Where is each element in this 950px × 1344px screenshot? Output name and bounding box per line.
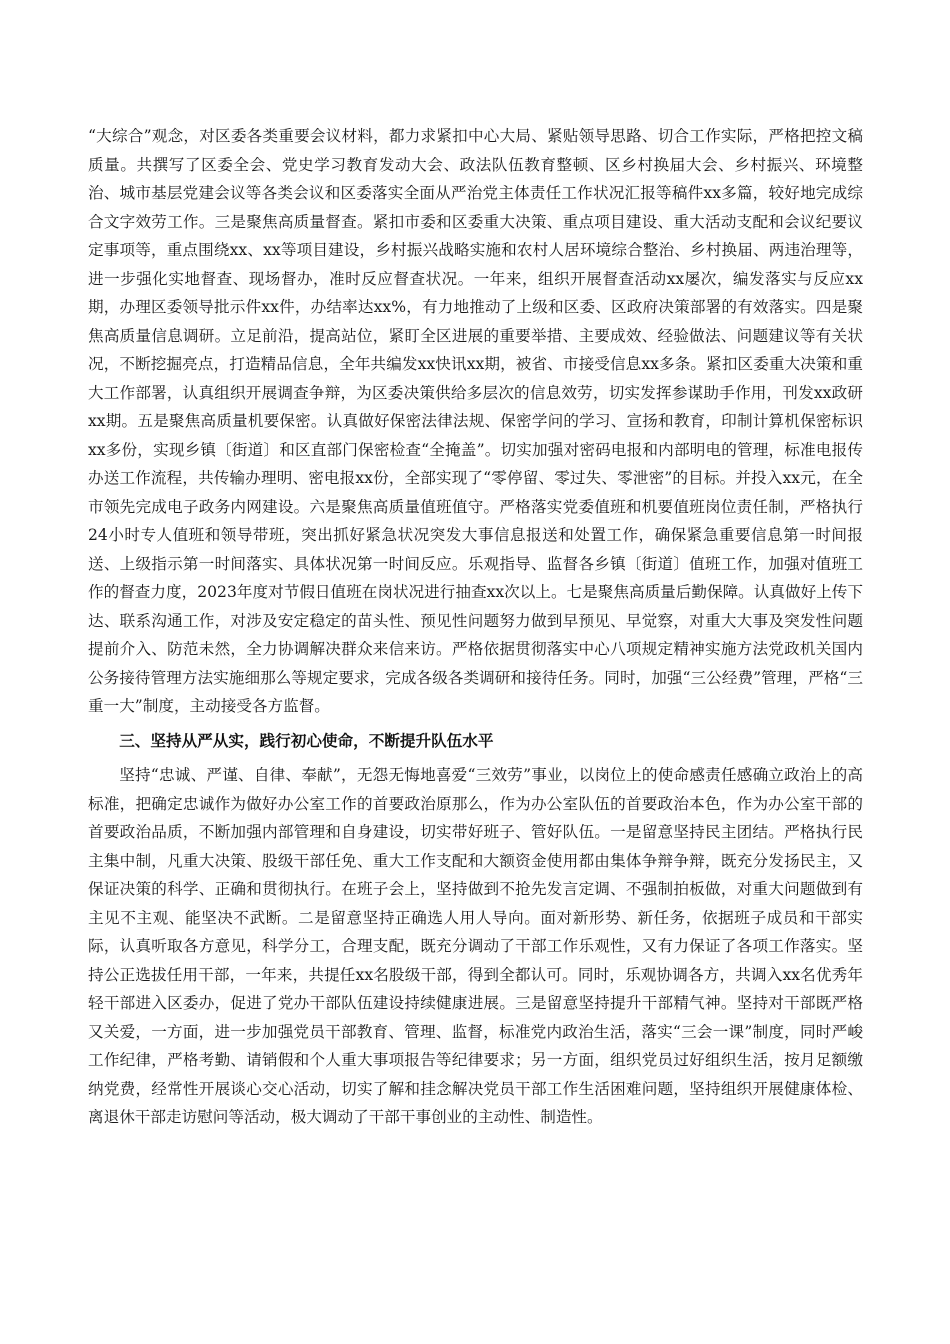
body-paragraph-section-3: 坚持“忠诚、严谨、自律、奉献”，无怨无悔地喜爱“三效劳”事业，以岗位上的使命感责任感确立政治上的高标准，把确定忠诚作为做好办公室工作的首要政治原那么，作为办公室队伍的首要政治本色，作为办公室干部的首要政治品质，不断加强内部管理和自身建设，切实带好班子、管好队伍。一是留意坚持民主团结。严格执行民主集中制，凡重大决策、股级干部任免、重大工作支配和大额资金使用都由集体争辩争辩，既充分发扬民主，又保证决策的科学、正确和贯彻执行。在班子会上，坚持做到不抢先发言定调、不强制拍板做，对重大问题做到有主见不主观、能坚决不武断。二是留意坚持正确选人用人导向。面对新形势、新任务，依据班子成员和干部实际，认真听取各方意见，科学分工，合理支配，既充分调动了干部工作乐观性，又有力保证了各项工作落实。坚持公正选拔任用干部，一年来，共提任xx名股级干部，得到全都认可。同时，乐观协调各方，共调入xx名优秀年轻干部进入区委办，促进了党办干部队伍建设持续健康进展。三是留意坚持提升干部精气神。坚持对干部既严格又关爱，一方面，进一步加强党员干部教育、管理、监督，标准党内政治生活，落实“三会一课”制度，同时严峻 工作纪律，严格考勤、请销假和个人重大事项报告等纪律要求；另一方面，组织党员过好组织生活，按月足额缴纳党费，经常性开展谈心交心活动，切实了解和挂念解决党员干部工作生活困难问题，坚持组织开展健康体检、离退休干部走访慰问等活动，极大调动了干部干事创业的主动性、制造性。	[88, 766, 863, 1126]
body-paragraph-continued: “大综合”观念，对区委各类重要会议材料，都力求紧扣中心大局、紧贴领导思路、切合工作实际，严格把控文稿质量。共撰写了区委全会、党史学习教育发动大会、政法队伍教育整顿、区乡村换届大会、乡村振兴、环境整治、城市基层党建会议等各类会议和区委落实全面从严治党主体责任工作状况汇报等稿件xx多篇，较好地完成综合文字效劳工作。三是聚焦高质量督查。紧扣市委和区委重大决策、重点项目建设、重大活动支配和会议纪要议定事项等，重点围绕xx、xx等项目建设，乡村振兴战略实施和农村人居环境综合整治、乡村换届、两违治理等，进一步强化实地督查、现场督办，准时反应督查状况。一年来，组织开展督查活动xx屡次，编发落实与反应xx期，办理区委领导批示件xx件，办结率达xx%，有力地推动了上级和区委、区政府决策部署的有效落实。四是聚焦高质量信息调研。立足前沿，提高站位，紧盯全区进展的重要举措、主要成效、经验做法、问题建议等有关状况，不断挖掘亮点，打造精品信息，全年共编发xx快讯xx期，被省、市接受信息xx多条。紧扣区委重大决策和重大工作部署，认真组织开展调查争辩，为区委决策供给多层次的信息效劳，切实发挥参谋助手作用，刊发xx政研xx期。五是聚焦高质量机要保密。认真做好保密法律法规、保密学问的学习、宣扬和教育，印制计算机保密标识xx多份，实现乡镇〔街道〕和区直部门保密检查“全掩盖”。切实加强对密码电报和内部明电的管理，标准电报传办送工作流程，共传输办理明、密电报xx份，全部实现了“零停留、零过失、零泄密”的目标。并投入xx元，在全市领先完成电子政务内网建设。六是聚焦高质量值班值守。严格落实党委值班和机要值班岗位责任制，严格执行24小时专人值班和领导带班，突出抓好紧急状况突发大事信息报送和处置工作，确保紧急重要信息第一时间报送、上级指示第一时间落实、具体状况第一时间反应。乐观指导、监督各乡镇〔街道〕值班工作，加强对值班工作的督查力度，2023年度对节假日值班在岗状况进行抽查xx次以上。七是聚焦高质量后勤保障。认真做好上传下达、联系沟通工作，对涉及安定稳定的苗头性、预见性问题努力做到早预见、早觉察，对重大大事及突发性问题提前介入、防范未然，全力协调解决群众来信来访。严格依据贯彻落实中心八项规定精神实施方法党政机关国内公务接待管理方法实施细那么等规定要求，完成各级各类调研和接待任务。同时，加强“三公经费”管理，严格“三重一大”制度，主动接受各方监督。	[88, 127, 863, 715]
section-heading-3: 三、坚持从严从实，践行初心使命，不断提升队伍水平	[119, 731, 494, 750]
document-body	[88, 122, 863, 1132]
